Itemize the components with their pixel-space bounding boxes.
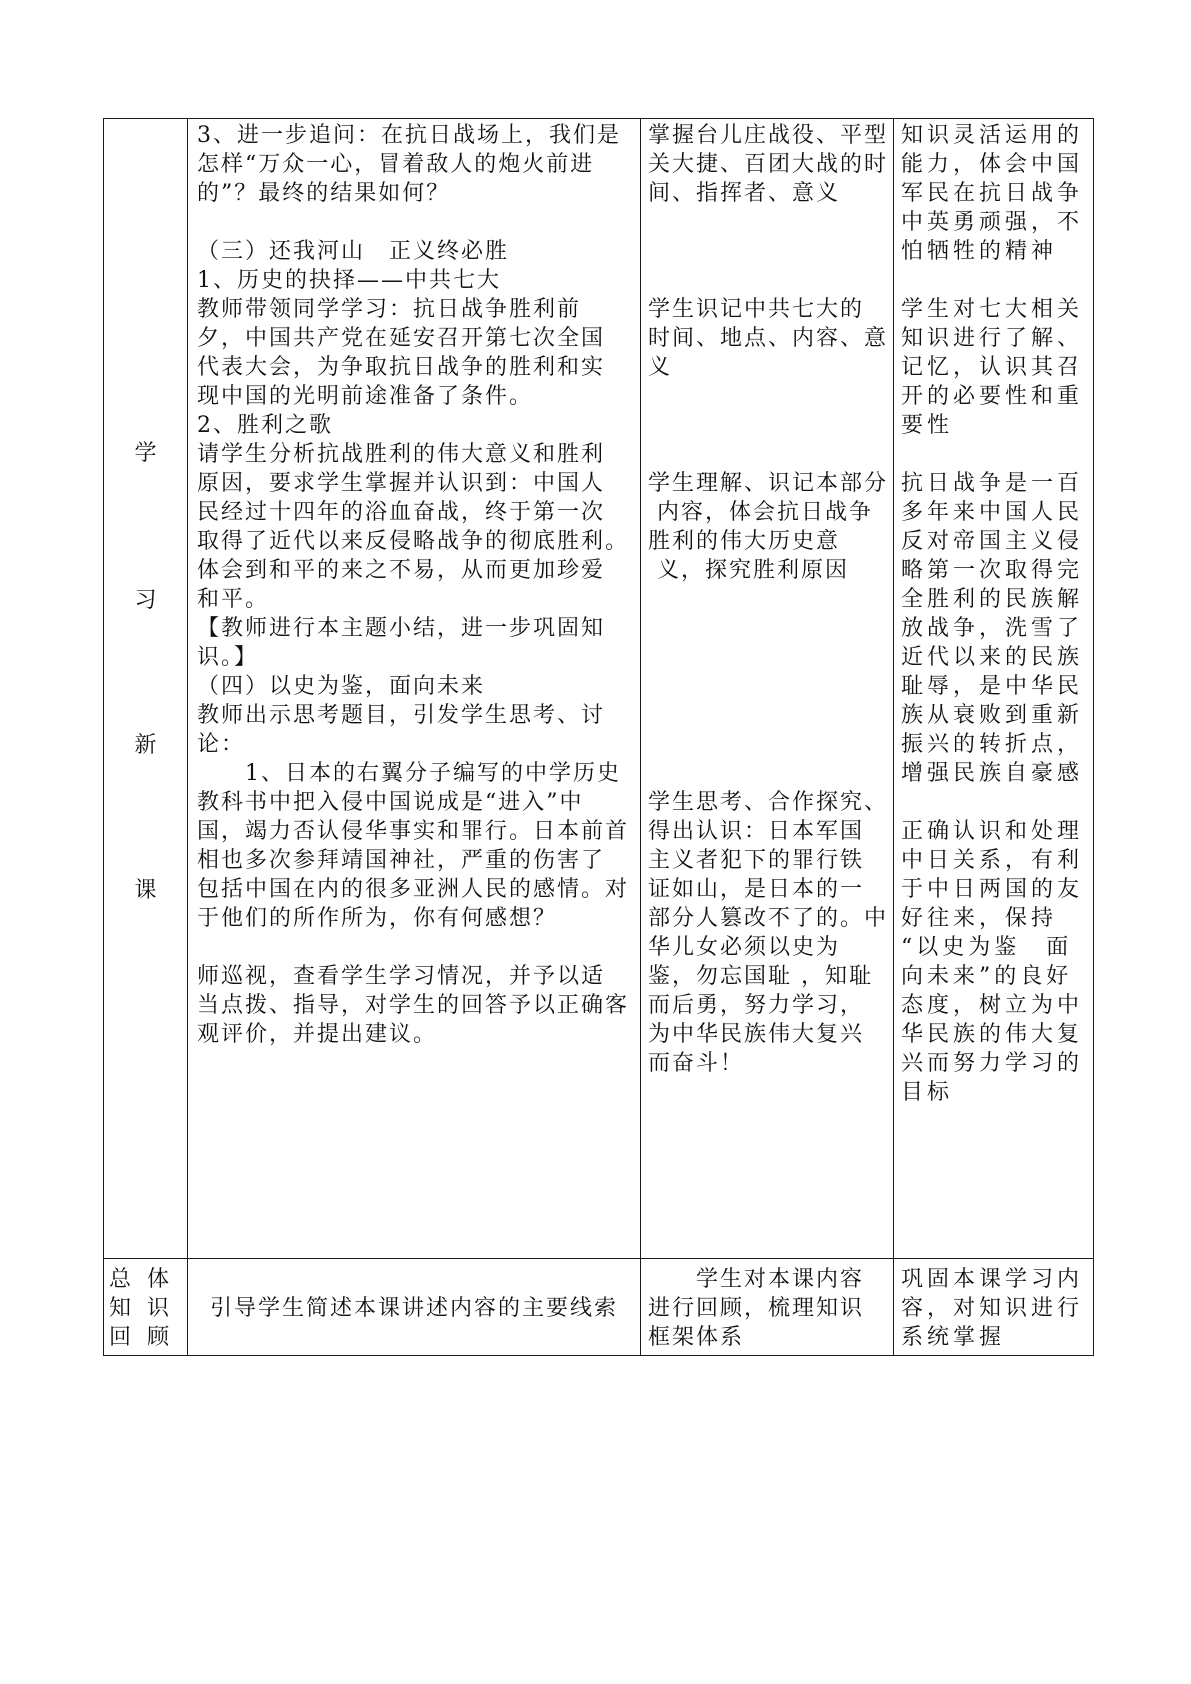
text-line: 夕，中国共产党在延安召开第七次全国 [197,326,606,351]
text-line: 间、指挥者、意义 [648,181,841,206]
design-intent-paragraph [901,817,1083,1107]
review-design-intent-paragraph [901,1265,1083,1352]
text-line: 而后勇，努力学习， [648,993,865,1018]
text-line: 3、进一步追问：在抗日战场上，我们是 [197,123,621,148]
text-line: 观评价，并提出建议。 [197,1022,438,1047]
text-line: （四）以史为鉴，面向未来 [197,674,486,699]
text-line: 全胜利的民族解 [901,587,1084,612]
text-line: 取得了近代以来反侵略战争的彻底胜利。 [197,529,630,554]
text-line: 识。】 [197,645,259,670]
text-line: 学生对本课内容 [648,1267,865,1292]
text-line: 中日关系，有利 [901,848,1084,873]
teacher-activity-paragraph [197,121,621,208]
text-line: 学生思考、合作探究、 [648,790,889,815]
text-line: 学生对七大相关 [901,297,1084,322]
text-line: 巩固本课学习内 [901,1267,1084,1292]
text-line: 体会到和平的来之不易，从而更加珍爱 [197,558,606,583]
text-line: 教科书中把入侵中国说成是“进入”中 [197,790,584,815]
text-line: 论： [197,732,246,757]
text-line: 于中日两国的友 [901,877,1084,902]
text-line: 知识进行了解、 [901,326,1084,351]
section-label-char: 习 [134,588,157,613]
study-section-label-cell [103,118,188,1259]
text-line: 民经过十四年的浴血奋战，终于第一次 [197,500,606,525]
design-intent-paragraph [901,295,1083,440]
text-line: 教师出示思考题目，引发学生思考、讨 [197,703,606,728]
text-line: 2、胜利之歌 [197,413,333,438]
text-line: 【教师进行本主题小结，进一步巩固知 [197,616,606,641]
text-line: 回 顾 [109,1325,169,1350]
text-line: 华民族的伟大复 [901,1022,1084,1047]
student-activity-paragraph [648,469,888,585]
text-line: 现中国的光明前途准备了条件。 [197,384,534,409]
text-line: 师巡视，查看学生学习情况，并予以适 [197,964,606,989]
text-line: 目标 [901,1080,954,1105]
text-line: 证如山，是日本的一 [648,877,865,902]
text-line: 代表大会，为争取抗日战争的胜利和实 [197,355,606,380]
section-label-char: 新 [134,733,157,758]
text-line: 开的必要性和重 [901,384,1084,409]
text-line: 时间、地点、内容、意 [648,326,889,351]
text-line: “以史为鉴 面 [901,935,1073,960]
review-design-intent-cell [893,1258,1094,1356]
text-line: 胜利的伟大历史意 [648,529,841,554]
text-line: 教师带领同学学习：抗日战争胜利前 [197,297,582,322]
text-line: 为中华民族伟大复兴 [648,1022,865,1047]
text-line: 要性 [901,413,954,438]
student-activity-paragraph [648,295,888,382]
text-line: 主义者犯下的罪行铁 [648,848,865,873]
text-line: 进行回顾，梳理知识 [648,1296,865,1321]
text-line: 和平。 [197,587,270,612]
text-line: 当点拨、指导，对学生的回答予以正确客 [197,993,630,1018]
text-line: 态度，树立为中 [901,993,1084,1018]
text-line: 义 [648,355,673,380]
text-line: 包括中国在内的很多亚洲人民的感情。对 [197,877,630,902]
text-line: 增强民族自豪感 [901,761,1084,786]
text-line: 好往来，保持 [901,906,1058,931]
text-line: 华儿女必须以史为 [648,935,841,960]
design-intent-paragraph [901,121,1083,266]
teacher-activity-paragraph [197,962,629,1049]
text-line: 振兴的转折点， [901,732,1084,757]
text-line: 向未来”的良好 [901,964,1073,989]
text-line: 知 识 [109,1296,169,1321]
text-line: 族从衰败到重新 [901,703,1084,728]
section-label-char: 学 [134,441,157,466]
text-line: 而奋斗！ [648,1051,745,1076]
text-line: 于他们的所作所为，你有何感想？ [197,906,558,931]
text-line: 中英勇顽强，不 [901,210,1084,235]
text-line: 掌握台儿庄战役、平型 [648,123,889,148]
text-line: 耻辱，是中华民 [901,674,1084,699]
teacher-activity-cell [187,118,641,1259]
text-line: 关大捷、百团大战的时 [648,152,889,177]
text-line: 系统掌握 [901,1325,1006,1350]
student-activity-cell [640,118,894,1259]
text-line: 兴而努力学习的 [901,1051,1084,1076]
text-line: 容，对知识进行 [901,1296,1084,1321]
text-line: 相也多次参拜靖国神社，严重的伤害了 [197,848,606,873]
text-line: 请学生分析抗战胜利的伟大意义和胜利 [197,442,606,467]
teacher-activity-paragraph [197,237,629,933]
text-line: 怎样“万众一心，冒着敌人的炮火前进 [197,152,595,177]
text-line: 略第一次取得完 [901,558,1084,583]
text-line: 知识灵活运用的 [901,123,1084,148]
text-line: 军民在抗日战争 [901,181,1084,206]
text-line: 抗日战争是一百 [901,471,1084,496]
text-line: 框架体系 [648,1325,745,1350]
text-line: 鉴，勿忘国耻 ，知耻 [648,964,873,989]
review-section-label [109,1265,169,1352]
review-student-activity-cell [640,1258,894,1356]
review-section-label-cell [103,1258,188,1356]
text-line: 义，探究胜利原因 [648,558,849,583]
text-line: 近代以来的民族 [901,645,1084,670]
design-intent-paragraph [901,469,1083,788]
text-line: 的”？最终的结果如何？ [197,181,451,206]
student-activity-paragraph [648,788,888,1078]
text-line: 学生理解、识记本部分 [648,471,889,496]
text-line: 放战争，洗雪了 [901,616,1084,641]
design-intent-cell [893,118,1094,1259]
review-teacher-activity-cell [187,1258,641,1356]
text-line: 怕牺牲的精神 [901,239,1058,264]
text-line: 学生识记中共七大的 [648,297,865,322]
text-line: （三）还我河山 正义终必胜 [197,239,510,264]
text-line: 多年来中国人民 [901,500,1084,525]
text-line: 得出认识：日本军国 [648,819,865,844]
text-line: 1、历史的抉择——中共七大 [197,268,501,293]
section-label-char: 课 [134,878,157,903]
review-student-activity-paragraph [648,1265,864,1352]
text-line: 国，竭力否认侵华事实和罪行。日本前首 [197,819,630,844]
text-line: 能力，体会中国 [901,152,1084,177]
text-line: 部分人篡改不了的。中 [648,906,889,931]
text-line: 原因，要求学生掌握并认识到：中国人 [197,471,606,496]
review-teacher-activity-text: 引导学生简述本课讲述内容的主要线索 [209,1296,618,1321]
student-activity-paragraph [648,121,888,208]
text-line: 反对帝国主义侵 [901,529,1084,554]
text-line: 内容，体会抗日战争 [648,500,873,525]
text-line: 正确认识和处理 [901,819,1084,844]
text-line: 记忆，认识其召 [901,355,1084,380]
text-line: 总 体 [109,1267,169,1292]
text-line: 1、日本的右翼分子编写的中学历史 [197,761,621,786]
